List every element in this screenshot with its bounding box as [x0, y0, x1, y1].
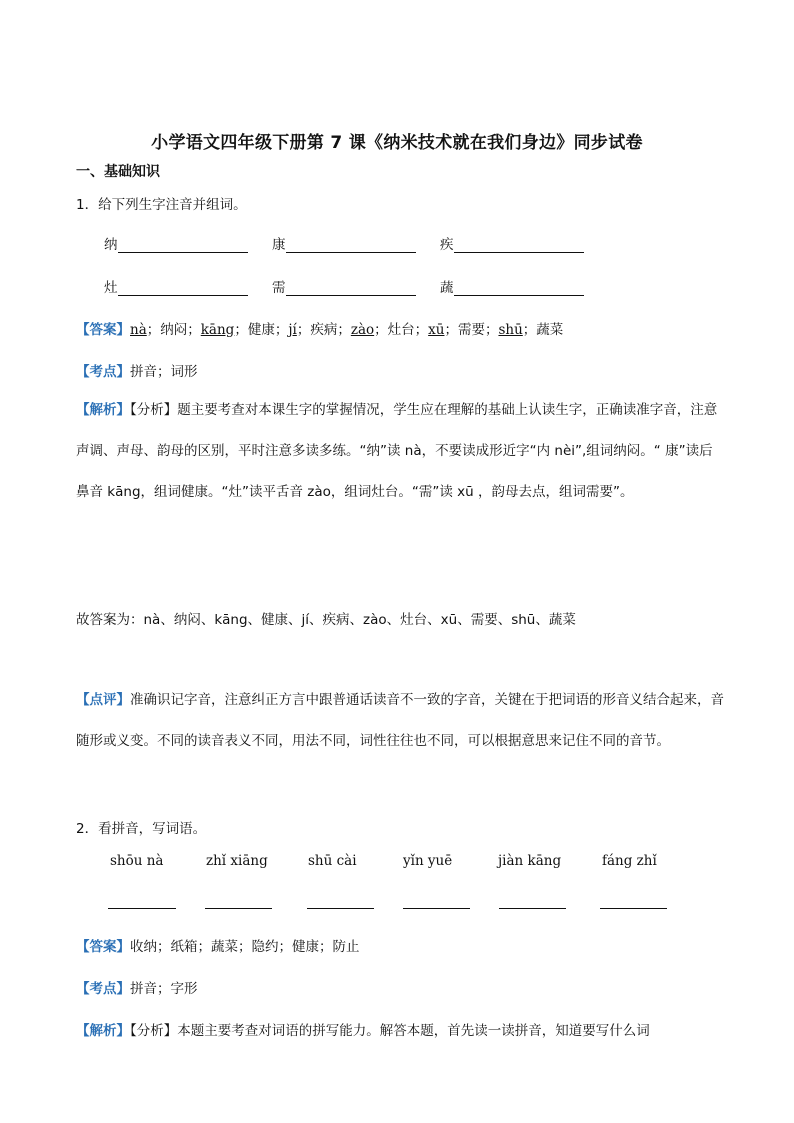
q1-final-answer: 故答案为：nà、纳闷、kāng、健康、jí、疾病、zào、灶台、xū、需要、shū、蔬菜 [76, 612, 576, 628]
pinyin-answer: zào [350, 322, 375, 338]
section-heading: 一、基础知识 [76, 164, 160, 180]
jiexi-tag: 【解析】 [76, 1023, 130, 1039]
pinyin-answer: nà [130, 322, 147, 338]
q1-char: 蔬 [440, 280, 454, 296]
q2-answer [76, 935, 360, 955]
q1-comment [76, 680, 724, 762]
q2-analysis [76, 1019, 650, 1039]
analysis-text: 【分析】题主要考查对本课生字的掌握情况，学生应在理解的基础上认读生字，正确读准字音，注意声调、声母、韵母的区别，平时注意多读多练。“纳”读 nà，不要读成形近字“内 nèi”,组词纳闷。“ 康”读后鼻音 kāng，组词健康。“灶”读平舌音 zào，组词灶台。“需”读 xū ，韵母去点，组词需要”。 [76, 402, 718, 500]
answer-blank[interactable] [118, 237, 248, 253]
answer-blank[interactable] [454, 237, 584, 253]
q1-analysis [76, 390, 724, 513]
q1-kaodian [76, 360, 198, 380]
q1-blank-row-1 [104, 233, 584, 253]
q1-char: 灶 [104, 280, 118, 296]
answer-blank[interactable] [286, 280, 416, 296]
pinyin-answer: kāng [200, 322, 235, 338]
word-answer: ；蔬菜 [522, 322, 564, 338]
word-answer: ；健康； [234, 322, 289, 338]
pinyin-answer: shū [498, 322, 523, 338]
q2-kaodian [76, 977, 198, 997]
q1-char: 康 [272, 237, 286, 253]
q1-answer [76, 318, 563, 338]
q1-char: 需 [272, 280, 286, 296]
kaodian-text: 拼音；词形 [130, 364, 198, 380]
answer-blank[interactable] [118, 280, 248, 296]
question-1-prompt: 1．给下列生字注音并组词。 [76, 197, 247, 213]
jiexi-tag: 【解析】 [76, 402, 130, 418]
q2-pinyin: fáng zhǐ [602, 853, 657, 869]
answer-text: 收纳；纸箱；蔬菜；隐约；健康；防止 [130, 939, 360, 955]
q2-pinyin: yǐn yuē [403, 853, 453, 869]
word-answer: ；疾病； [296, 322, 351, 338]
kaodian-text: 拼音；字形 [130, 981, 198, 997]
word-answer: ；灶台； [374, 322, 429, 338]
page-title: 小学语文四年级下册第 7 课《纳米技术就在我们身边》同步试卷 [151, 133, 643, 153]
answer-blank[interactable] [286, 237, 416, 253]
q1-char: 疾 [440, 237, 454, 253]
question-2-prompt: 2．看拼音，写词语。 [76, 821, 207, 837]
kaodian-tag: 【考点】 [76, 364, 130, 380]
kaodian-tag: 【考点】 [76, 981, 130, 997]
comment-text: 准确识记字音，注意纠正方言中跟普通话读音不一致的字音，关键在于把词语的形音义结合起来，音随形或义变。不同的读音表义不同，用法不同，词性往往也不同，可以根据意思来记住不同的音节。 [76, 692, 724, 749]
answer-blank[interactable] [454, 280, 584, 296]
word-answer: ；需要； [444, 322, 499, 338]
word-answer: ；纳闷； [146, 322, 201, 338]
answer-blank[interactable] [600, 893, 667, 909]
answer-blank[interactable] [108, 893, 176, 909]
q2-pinyin: shōu nà [110, 853, 164, 869]
answer-blank[interactable] [403, 893, 470, 909]
dianping-tag: 【点评】 [76, 692, 130, 708]
answer-blank[interactable] [499, 893, 566, 909]
answer-blank[interactable] [307, 893, 374, 909]
answer-blank[interactable] [205, 893, 272, 909]
q2-pinyin: shū cài [308, 853, 357, 869]
answer-tag: 【答案】 [76, 939, 130, 955]
answer-tag: 【答案】 [76, 322, 130, 338]
analysis-text: 【分析】本题主要考查对词语的拼写能力。解答本题，首先读一读拼音，知道要写什么词 [130, 1023, 650, 1039]
q2-pinyin: zhǐ xiāng [206, 853, 268, 869]
q1-blank-row-2 [104, 276, 584, 296]
pinyin-answer: jí [288, 322, 297, 338]
q1-char: 纳 [104, 237, 118, 253]
pinyin-answer: xū [428, 322, 445, 338]
q2-pinyin: jiàn kāng [498, 853, 562, 869]
